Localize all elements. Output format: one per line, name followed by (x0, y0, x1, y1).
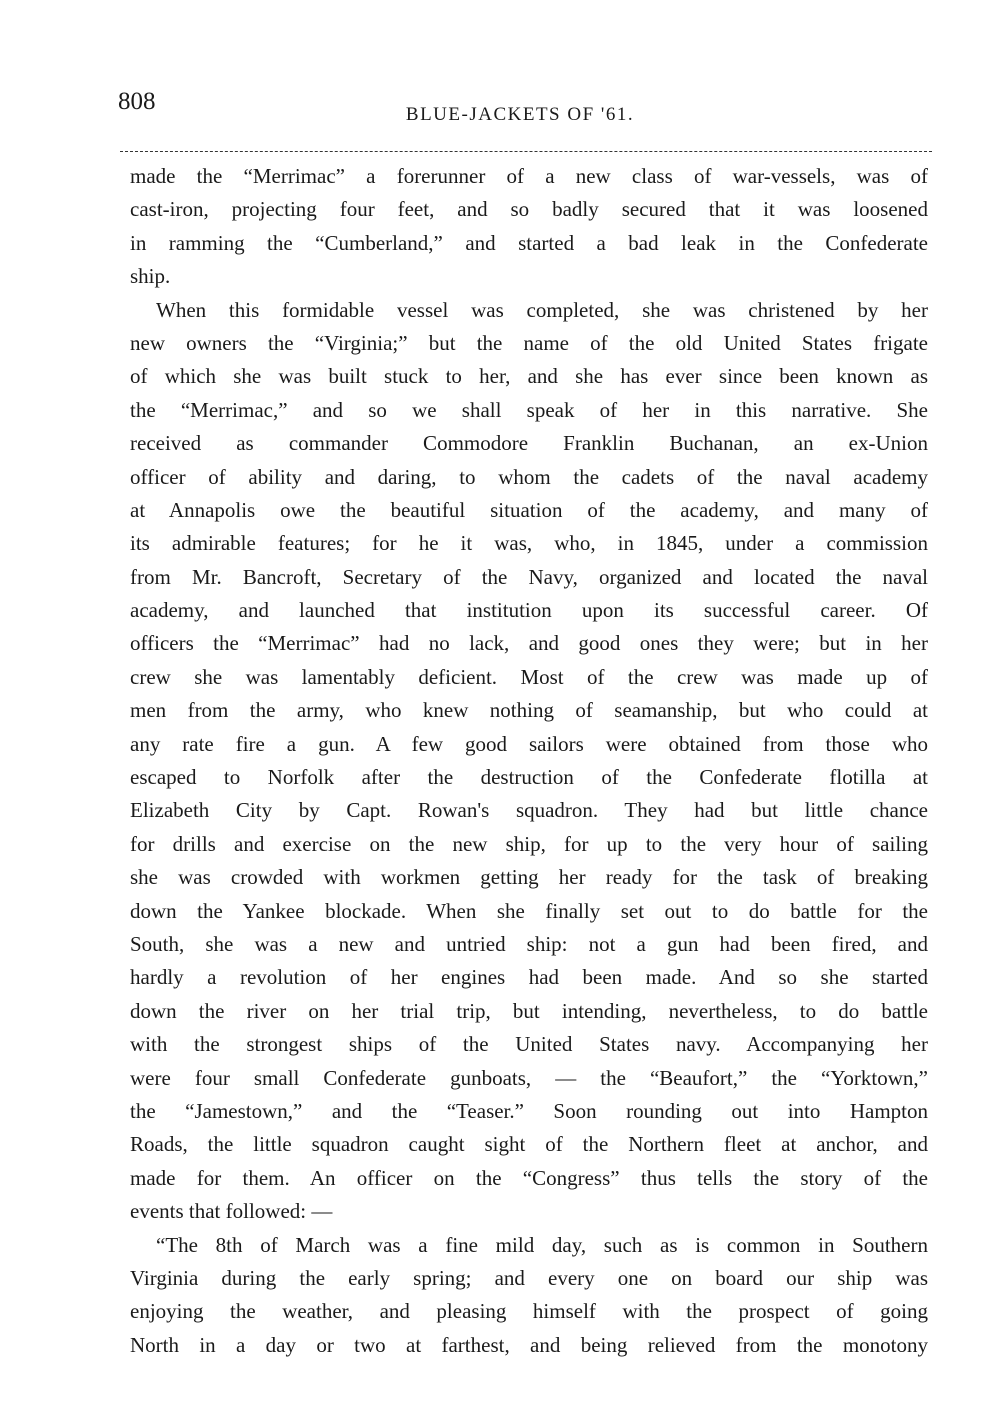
text-line: cast-iron, projecting four feet, and so badly secured that it was loosened (130, 197, 928, 222)
text-line: were four small Confederate gunboats, — the “Beaufort,” the “Yorktown,” (130, 1065, 928, 1090)
text-line: South, she was a new and untried ship: not a gun had been fired, and (130, 931, 928, 956)
text-line: When this formidable vessel was completed, she was christened by her (156, 297, 928, 322)
paragraph (130, 160, 928, 294)
text-line: enjoying the weather, and pleasing himself with the prospect of going (130, 1299, 928, 1324)
paragraph (130, 294, 928, 1229)
text-line: in ramming the “Cumberland,” and started a bad leak in the Confederate (130, 230, 928, 255)
text-line: officer of ability and daring, to whom the cadets of the naval academy (130, 464, 928, 489)
text-line: with the strongest ships of the United States navy. Accompanying her (130, 1032, 928, 1057)
text-line: officers the “Merrimac” had no lack, and good ones they were; but in her (130, 631, 928, 656)
text-line: events that followed: — (130, 1199, 333, 1224)
body-text (130, 160, 928, 1362)
text-line: Elizabeth City by Capt. Rowan's squadron. They had but little chance (130, 798, 928, 823)
text-line: made for them. An officer on the “Congress” thus tells the story of the (130, 1165, 928, 1190)
text-line: she was crowded with workmen getting her ready for the task of breaking (130, 865, 928, 890)
text-line: from Mr. Bancroft, Secretary of the Navy, organized and located the naval (130, 564, 928, 589)
text-line: Virginia during the early spring; and every one on board our ship was (130, 1265, 928, 1290)
text-line: North in a day or two at farthest, and being relieved from the monotony (130, 1332, 928, 1357)
text-line: received as commander Commodore Franklin Buchanan, an ex-Union (130, 431, 928, 456)
text-line: escaped to Norfolk after the destruction of the Confederate flotilla at (130, 765, 928, 790)
text-line: down the river on her trial trip, but intending, nevertheless, to do battle (130, 998, 928, 1023)
text-line: of which she was built stuck to her, and she has ever since been known as (130, 364, 928, 389)
text-line: its admirable features; for he it was, who, in 1845, under a commission (130, 531, 928, 556)
text-line: any rate fire a gun. A few good sailors were obtained from those who (130, 731, 928, 756)
text-line: the “Merrimac,” and so we shall speak of her in this narrative. She (130, 397, 928, 422)
text-line: Roads, the little squadron caught sight of the Northern fleet at anchor, and (130, 1132, 928, 1157)
paragraph (130, 1229, 928, 1363)
text-line: new owners the “Virginia;” but the name of the old United States frigate (130, 330, 928, 355)
text-line: ship. (130, 264, 171, 289)
text-line: men from the army, who knew nothing of seamanship, but who could at (130, 698, 928, 723)
text-line: for drills and exercise on the new ship, for up to the very hour of sailing (130, 831, 928, 856)
text-line: made the “Merrimac” a forerunner of a new class of war-vessels, was of (130, 164, 928, 188)
text-line: academy, and launched that institution upon its successful career. Of (130, 598, 928, 623)
text-line: hardly a revolution of her engines had been made. And so she started (130, 965, 928, 990)
page-number: 808 (118, 88, 156, 115)
text-line: at Annapolis owe the beautiful situation of the academy, and many of (130, 497, 928, 522)
text-line: crew she was lamentably deficient. Most of the crew was made up of (130, 664, 928, 689)
text-line: the “Jamestown,” and the “Teaser.” Soon rounding out into Hampton (130, 1098, 928, 1123)
running-title: BLUE-JACKETS OF '61. (405, 104, 635, 125)
text-line: down the Yankee blockade. When she finally set out to do battle for the (130, 898, 928, 923)
header-rule (120, 151, 932, 152)
text-line: “The 8th of March was a fine mild day, such as is common in Southern (156, 1232, 928, 1257)
